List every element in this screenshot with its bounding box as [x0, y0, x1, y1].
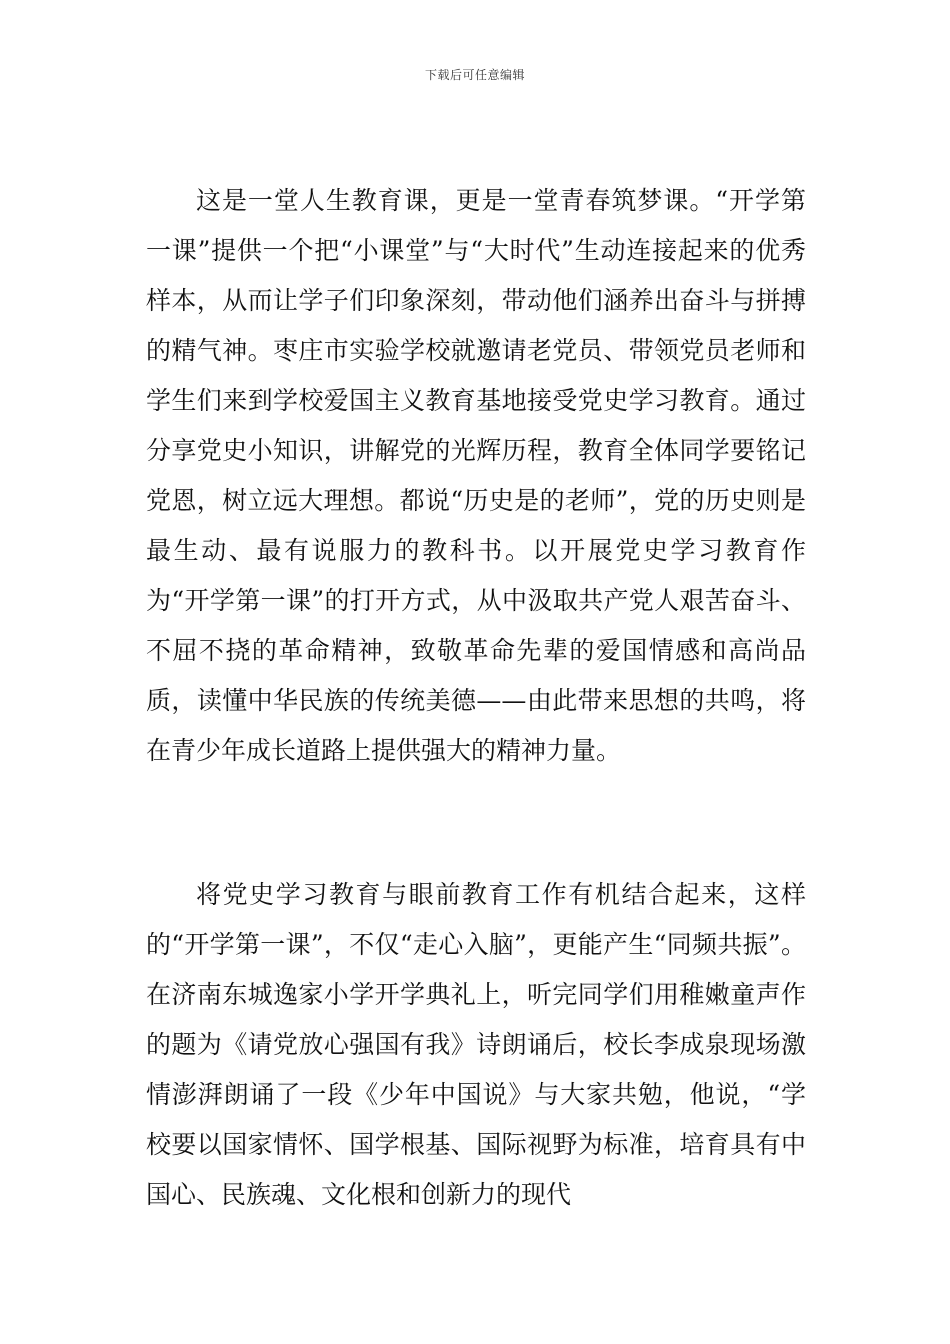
header-note: 下载后可任意编辑 — [424, 68, 525, 82]
paragraph-1-container — [146, 176, 806, 776]
paragraph-2: 将党史学习教育与眼前教育工作有机结合起来，这样的“开学第一课”，不仅“走心入脑”，更能产生“同频共振”。在济南东城逸家小学开学典礼上，听完同学们用稚嫩童声作的题为《请党放心强国有我》诗朗诵后，校长李成泉现场激情澎湃朗诵了一段《少年中国说》与大家共勉，他说，“学校要以国家情怀、国学根基、国际视野为标准，培育具有中国心、民族魂、文化根和创新力的现代 — [146, 880, 806, 1209]
paragraph-1: 这是一堂人生教育课，更是一堂青春筑梦课。“开学第一课”提供一个把“小课堂”与“大时代”生动连接起来的优秀样本，从而让学子们印象深刻，带动他们涵养出奋斗与拼搏的精气神。枣庄市实验学校就邀请老党员、带领党员老师和学生们来到学校爱国主义教育基地接受党史学习教育。通过分享党史小知识，讲解党的光辉历程，教育全体同学要铭记党恩，树立远大理想。都说“历史是的老师”，党的历史则是最生动、最有说服力的教科书。以开展党史学习教育作为“开学第一课”的打开方式，从中汲取共产党人艰苦奋斗、不屈不挠的革命精神，致敬革命先辈的爱国情感和高尚品质，读懂中华民族的传统美德——由此带来思想的共鸣，将在青少年成长道路上提供强大的精神力量。 — [146, 186, 806, 765]
paragraph-2-container — [146, 870, 806, 1220]
